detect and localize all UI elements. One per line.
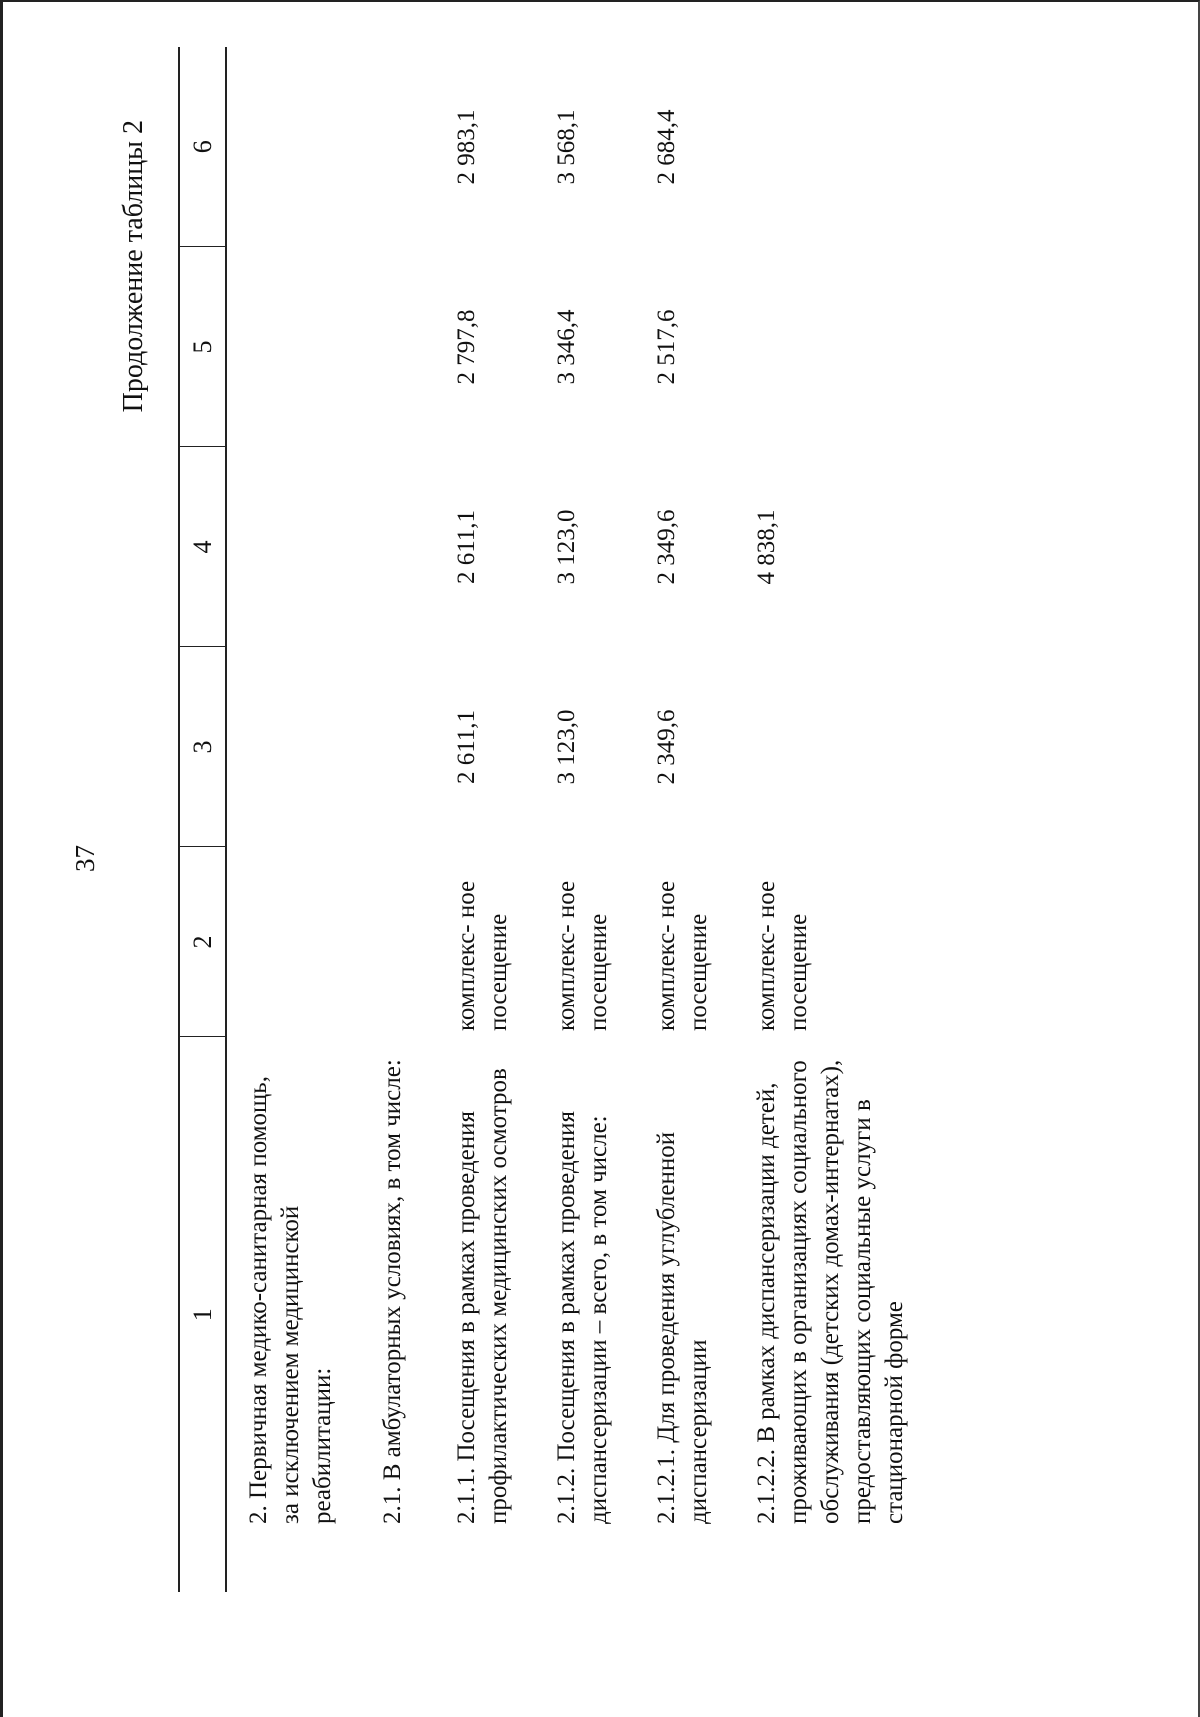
table-row [435, 47, 535, 1592]
row-value-col3: 3 123,0 [553, 709, 580, 785]
row-value-col6 [226, 47, 361, 247]
row-name: 2.1. В амбулаторных условиях, в том числе: [379, 1059, 406, 1524]
row-value-col6 [361, 47, 435, 247]
row-value-col6: 2 983,1 [453, 109, 480, 185]
column-header: 3 [179, 647, 226, 847]
row-value-col5 [226, 247, 361, 447]
row-value-col4: 2 349,6 [653, 509, 680, 585]
row-value-col5: 3 346,4 [553, 309, 580, 385]
row-value-col3: 2 349,6 [653, 709, 680, 785]
row-value-col3 [361, 647, 435, 847]
row-name: 2.1.2.1. Для проведения углубленной диспансеризации [653, 1131, 712, 1524]
table-caption: Продолжение таблицы 2 [118, 120, 149, 413]
row-value-col4 [226, 447, 361, 647]
row-unit: комплекс- ное посещение [653, 880, 712, 1031]
data-table [178, 47, 931, 1592]
table-row [535, 47, 635, 1592]
table-row [361, 47, 435, 1592]
row-value-col6: 3 568,1 [553, 109, 580, 185]
row-unit [226, 847, 361, 1037]
column-header: 5 [179, 247, 226, 447]
row-name: 2.1.1. Посещения в рамках проведения профилактических медицинских осмотров [453, 1068, 512, 1524]
row-value-col5 [361, 247, 435, 447]
page-number: 37 [70, 845, 100, 872]
row-value-col5 [735, 247, 931, 447]
row-value-col3: 2 611,1 [453, 709, 480, 785]
column-header: 4 [179, 447, 226, 647]
column-header: 1 [179, 1037, 226, 1592]
table-row [635, 47, 735, 1592]
row-unit: комплекс- ное посещение [553, 880, 612, 1031]
table-row [735, 47, 931, 1592]
row-unit: комплекс- ное посещение [753, 880, 812, 1031]
row-value-col3 [735, 647, 931, 847]
row-name: 2.1.2.2. В рамках диспансеризации детей, проживающих в организациях социального обслуживания (детских домах-интернатах), предоставляющих социальные услуги в стационарной форме [753, 1059, 908, 1524]
row-value-col6: 2 684,4 [653, 109, 680, 185]
row-name: 2. Первичная медико-санитарная помощь, за исключением медицинской реабилитации: [245, 1076, 336, 1524]
row-unit [361, 847, 435, 1037]
row-value-col5: 2 797,8 [453, 309, 480, 385]
table-header-row [179, 47, 226, 1592]
row-value-col6 [735, 47, 931, 247]
row-unit: комплекс- ное посещение [453, 880, 512, 1031]
column-header: 2 [179, 847, 226, 1037]
row-value-col4 [361, 447, 435, 647]
row-value-col5: 2 517,6 [653, 309, 680, 385]
row-value-col4: 4 838,1 [753, 509, 780, 585]
row-value-col4: 2 611,1 [453, 509, 480, 585]
table-row [226, 47, 361, 1592]
row-value-col3 [226, 647, 361, 847]
column-header: 6 [179, 47, 226, 247]
row-name: 2.1.2. Посещения в рамках проведения диспансеризации – всего, в том числе: [553, 1111, 612, 1524]
row-value-col4: 3 123,0 [553, 509, 580, 585]
